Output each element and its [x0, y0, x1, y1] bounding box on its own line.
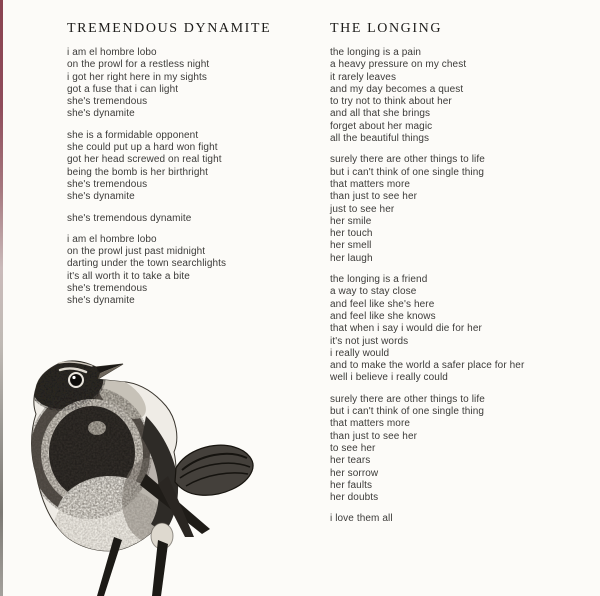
lyric-line: and all that she brings [330, 108, 431, 120]
lyric-line: she's tremendous [67, 283, 148, 295]
songbird-engraving-svg [30, 358, 258, 596]
lyric-line: just to see her [330, 203, 395, 215]
lyric-line: surely there are other things to life [330, 154, 485, 166]
lyric-line: and my day becomes a quest [330, 83, 464, 95]
lyric-line: she's tremendous [67, 96, 148, 108]
lyrics-column-the-longing [330, 21, 585, 535]
lyrics-tremendous-dynamite [67, 47, 307, 308]
stanza [67, 130, 307, 204]
stanza [67, 47, 307, 121]
lyric-line: her tears [330, 455, 371, 467]
lyric-line: but i can't think of one single thing [330, 406, 485, 418]
lyrics-the-longing [330, 47, 585, 526]
lyric-line: and feel like she's here [330, 298, 435, 310]
lyric-line: she is a formidable opponent [67, 129, 199, 141]
lyric-line: than just to see her [330, 191, 418, 203]
lyric-line: she's tremendous [67, 178, 148, 190]
lyric-line: i am el hombre lobo [67, 47, 157, 58]
lyric-line: than just to see her [330, 430, 418, 442]
stanza [330, 47, 585, 145]
lyric-line: all the beautiful things [330, 133, 430, 145]
lyric-line: her smile [330, 215, 372, 227]
lyric-line: she's dynamite [67, 191, 135, 203]
stanza [330, 394, 585, 505]
lyric-line: she could put up a hard won fight [67, 142, 218, 154]
lyric-line: on the prowl just past midnight [67, 246, 206, 258]
lyric-line: to see her [330, 442, 376, 454]
lyric-line: the longing is a pain [330, 47, 422, 58]
lyric-line: darting under the town searchlights [67, 258, 227, 270]
lyric-line: on the prowl for a restless night [67, 59, 210, 71]
lyric-line: i got her right here in my sights [67, 71, 208, 83]
lyric-line: it rarely leaves [330, 71, 397, 83]
stanza [330, 154, 585, 265]
lyric-line: being the bomb is her birthright [67, 166, 209, 178]
lyric-line: her sorrow [330, 467, 379, 479]
lyric-line: her laugh [330, 252, 373, 264]
stanza [330, 274, 585, 385]
lyric-line: got her head screwed on real tight [67, 154, 222, 166]
stanza [67, 213, 307, 225]
spine-edge [0, 0, 3, 596]
lyric-line: her doubts [330, 492, 379, 504]
lyric-line: i really would [330, 347, 390, 359]
lyric-line: i am el hombre lobo [67, 233, 157, 245]
lyric-line: she's tremendous dynamite [67, 212, 192, 224]
lyric-line: a heavy pressure on my chest [330, 59, 467, 71]
lyric-line: that when i say i would die for her [330, 323, 482, 335]
lyric-line: that matters more [330, 178, 411, 190]
lyric-line: surely there are other things to life [330, 393, 485, 405]
lyric-line: got a fuse that i can light [67, 83, 179, 95]
lyric-line: her touch [330, 228, 373, 240]
stanza [330, 513, 585, 525]
lyric-line: that matters more [330, 418, 411, 430]
lyrics-column-tremendous-dynamite [67, 21, 307, 317]
lyric-line: a way to stay close [330, 286, 417, 298]
lyric-line: and feel like she knows [330, 310, 436, 322]
songbird-illustration [30, 358, 258, 596]
stanza [67, 234, 307, 308]
lyric-line: and to make the world a safer place for her [330, 360, 525, 372]
lyric-line: i love them all [330, 513, 393, 525]
song-title-the-longing: THE LONGING [330, 21, 443, 36]
lyric-line: but i can't think of one single thing [330, 166, 485, 178]
lyric-line: she's dynamite [67, 108, 135, 120]
lyric-line: her faults [330, 479, 373, 491]
lyric-line: the longing is a friend [330, 274, 428, 286]
song-title-tremendous-dynamite: TREMENDOUS DYNAMITE [67, 21, 272, 36]
lyric-line: it's not just words [330, 335, 409, 347]
lyric-line: to try not to think about her [330, 96, 452, 108]
lyric-line: her smell [330, 240, 372, 252]
lyric-line: she's dynamite [67, 295, 135, 307]
lyric-line: forget about her magic [330, 120, 433, 132]
lyric-line: well i believe i really could [330, 372, 448, 384]
lyric-line: it's all worth it to take a bite [67, 270, 190, 282]
